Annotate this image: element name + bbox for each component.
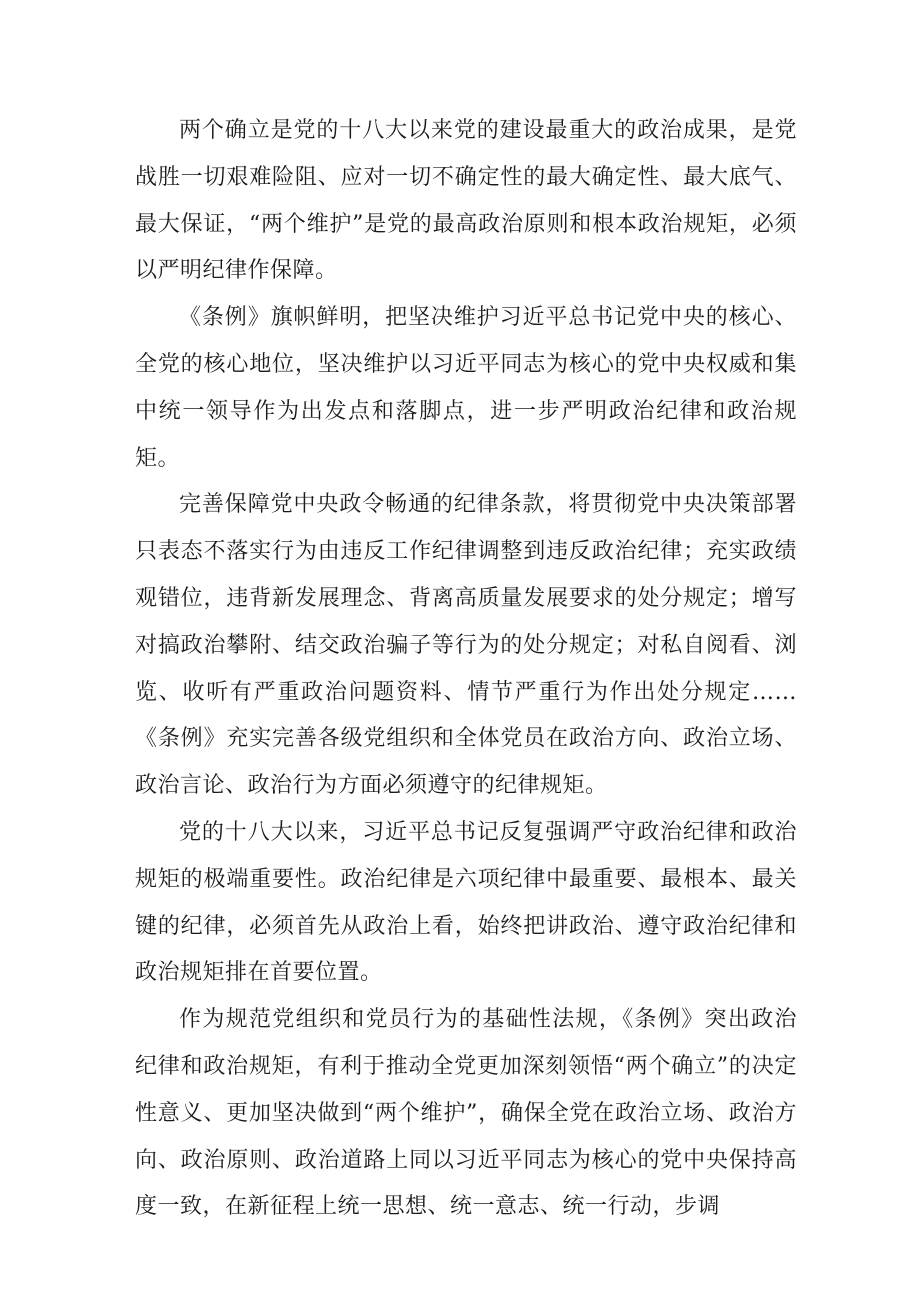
- paragraph: 两个确立是党的十八大以来党的建设最重大的政治成果，是党战胜一切艰难险阻、应对一切不确定性的最大确定性、最大底气、最大保证，“两个维护”是党的最高政治原则和根本政治规矩，必须以严明纪律作保障。: [135, 118, 797, 284]
- paragraph: 完善保障党中央政令畅通的纪律条款，将贯彻党中央决策部署只表态不落实行为由违反工作纪律调整到违反政治纪律；充实政绩观错位，违背新发展理念、背离高质量发展要求的处分规定；增写对搞政治攀附、结交政治骗子等行为的处分规定；对私自阅看、浏览、收听有严重政治问题资料、情节严重行为作出处分规定……《条例》充实完善各级党组织和全体党员在政治方向、政治立场、政治言论、政治行为方面必须遵守的纪律规矩。: [135, 492, 797, 799]
- document-body: [135, 108, 797, 1231]
- paragraph: 作为规范党组织和党员行为的基础性法规，《条例》突出政治纪律和政治规矩，有利于推动全党更加深刻领悟“两个确立”的决定性意义、更加坚决做到“两个维护”，确保全党在政治立场、政治方向、政治原则、政治道路上同以习近平同志为核心的党中央保持高度一致，在新征程上统一思想、统一意志、统一行动，步调: [135, 1007, 797, 1220]
- paragraph: 《条例》旗帜鲜明，把坚决维护习近平总书记党中央的核心、全党的核心地位，坚决维护以习近平同志为核心的党中央权威和集中统一领导作为出发点和落脚点，进一步严明政治纪律和政治规矩。: [135, 305, 797, 471]
- paragraph: 党的十八大以来，习近平总书记反复强调严守政治纪律和政治规矩的极端重要性。政治纪律是六项纪律中最重要、最根本、最关键的纪律，必须首先从政治上看，始终把讲政治、遵守政治纪律和政治规矩排在首要位置。: [135, 819, 797, 986]
